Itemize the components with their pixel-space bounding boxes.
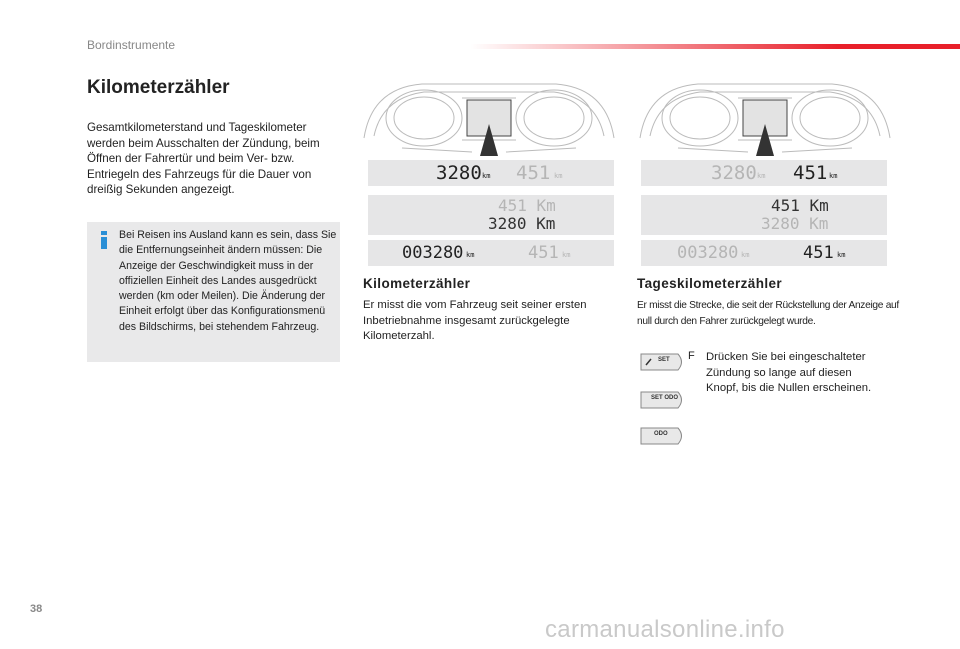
matrix-line-trip: 451 Km	[771, 196, 829, 215]
matrix-line-total: 3280 Km	[761, 214, 829, 233]
page-number: 38	[30, 603, 43, 615]
trip-distance-value: 451	[803, 243, 834, 263]
info-note	[87, 222, 340, 362]
button-label: SET	[658, 357, 670, 363]
trip-odometer-heading: Tageskilometerzähler	[637, 276, 783, 291]
trip-distance-value: 451	[528, 243, 559, 263]
instrument-cluster-illustration-left	[362, 78, 616, 160]
button-label: ODO	[654, 431, 668, 437]
trip-distance-unit: km	[837, 251, 846, 259]
total-distance-unit: km	[482, 172, 491, 180]
set-reset-button[interactable]	[640, 352, 686, 377]
trip-display-segment-right	[641, 160, 887, 186]
odometer-heading: Kilometerzähler	[363, 276, 471, 291]
odometer-display-segment-left	[368, 160, 614, 186]
instrument-cluster-illustration-right	[638, 78, 892, 160]
matrix-line-total: 3280 Km	[488, 214, 556, 233]
trip-distance-unit: km	[562, 251, 571, 259]
page-title: Kilometerzähler	[87, 77, 230, 98]
total-distance-unit: km	[466, 251, 475, 259]
intro-text: Gesamtkilometerstand und Tageskilometer werden beim Ausschalten der Zündung, beim Öffnen der Fahrertür und beim Ver- bzw. Entriegeln des Fahrzeugs für die Dauer von dreißig Sekunden angezeigt.	[87, 121, 320, 197]
trip-distance-unit: km	[829, 172, 838, 180]
total-distance-unit: km	[757, 172, 766, 180]
button-label: SET ODO	[651, 395, 679, 401]
total-distance-value: 3280	[436, 162, 482, 184]
odometer-display-matrix-left	[368, 195, 614, 235]
matrix-line-trip: 451 Km	[498, 196, 556, 215]
odometer-description: Er misst die vom Fahrzeug seit seiner ersten Inbetriebnahme insgesamt zurückgelegte Kilometerzahl.	[363, 299, 587, 342]
total-distance-value: 003280	[402, 243, 464, 263]
header-accent-bar	[470, 44, 960, 49]
section-label: Bordinstrumente	[87, 38, 176, 52]
info-note-text: Bei Reisen ins Ausland kann es sein, dass Sie die Entfernungseinheit ändern müssen: Die Anzeige der Geschwindigkeit muss in der offiziellen Einheit des Landes ausgedrückt werden (km oder Meilen). Die Änderung der Einheit erfolgt über das Konfigurationsmenü des Bildschirms, bei stehendem Fahrzeug.	[119, 229, 337, 333]
bullet-marker: F	[688, 350, 695, 362]
trip-distance-value: 451	[516, 162, 551, 184]
trip-odometer-description: Er misst die Strecke, die seit der Rückstellung der Anzeige auf null durch den Fahrer zurückgelegt wurde.	[637, 300, 899, 327]
trip-display-matrix-right	[641, 195, 887, 235]
trip-distance-unit: km	[554, 172, 563, 180]
total-distance-value: 003280	[677, 243, 739, 263]
info-icon	[99, 231, 109, 249]
odometer-display-digital-left	[368, 240, 614, 266]
watermark: carmanualsonline.info	[545, 616, 785, 643]
reset-instruction: Drücken Sie bei eingeschalteter Zündung so lange auf diesen Knopf, bis die Nullen erscheinen.	[706, 351, 872, 394]
total-distance-value: 3280	[711, 162, 757, 184]
trip-distance-value: 451	[793, 162, 828, 184]
trip-display-digital-right	[641, 240, 887, 266]
set-odo-reset-button[interactable]	[640, 390, 686, 415]
odo-reset-button[interactable]	[640, 426, 686, 451]
total-distance-unit: km	[741, 251, 750, 259]
